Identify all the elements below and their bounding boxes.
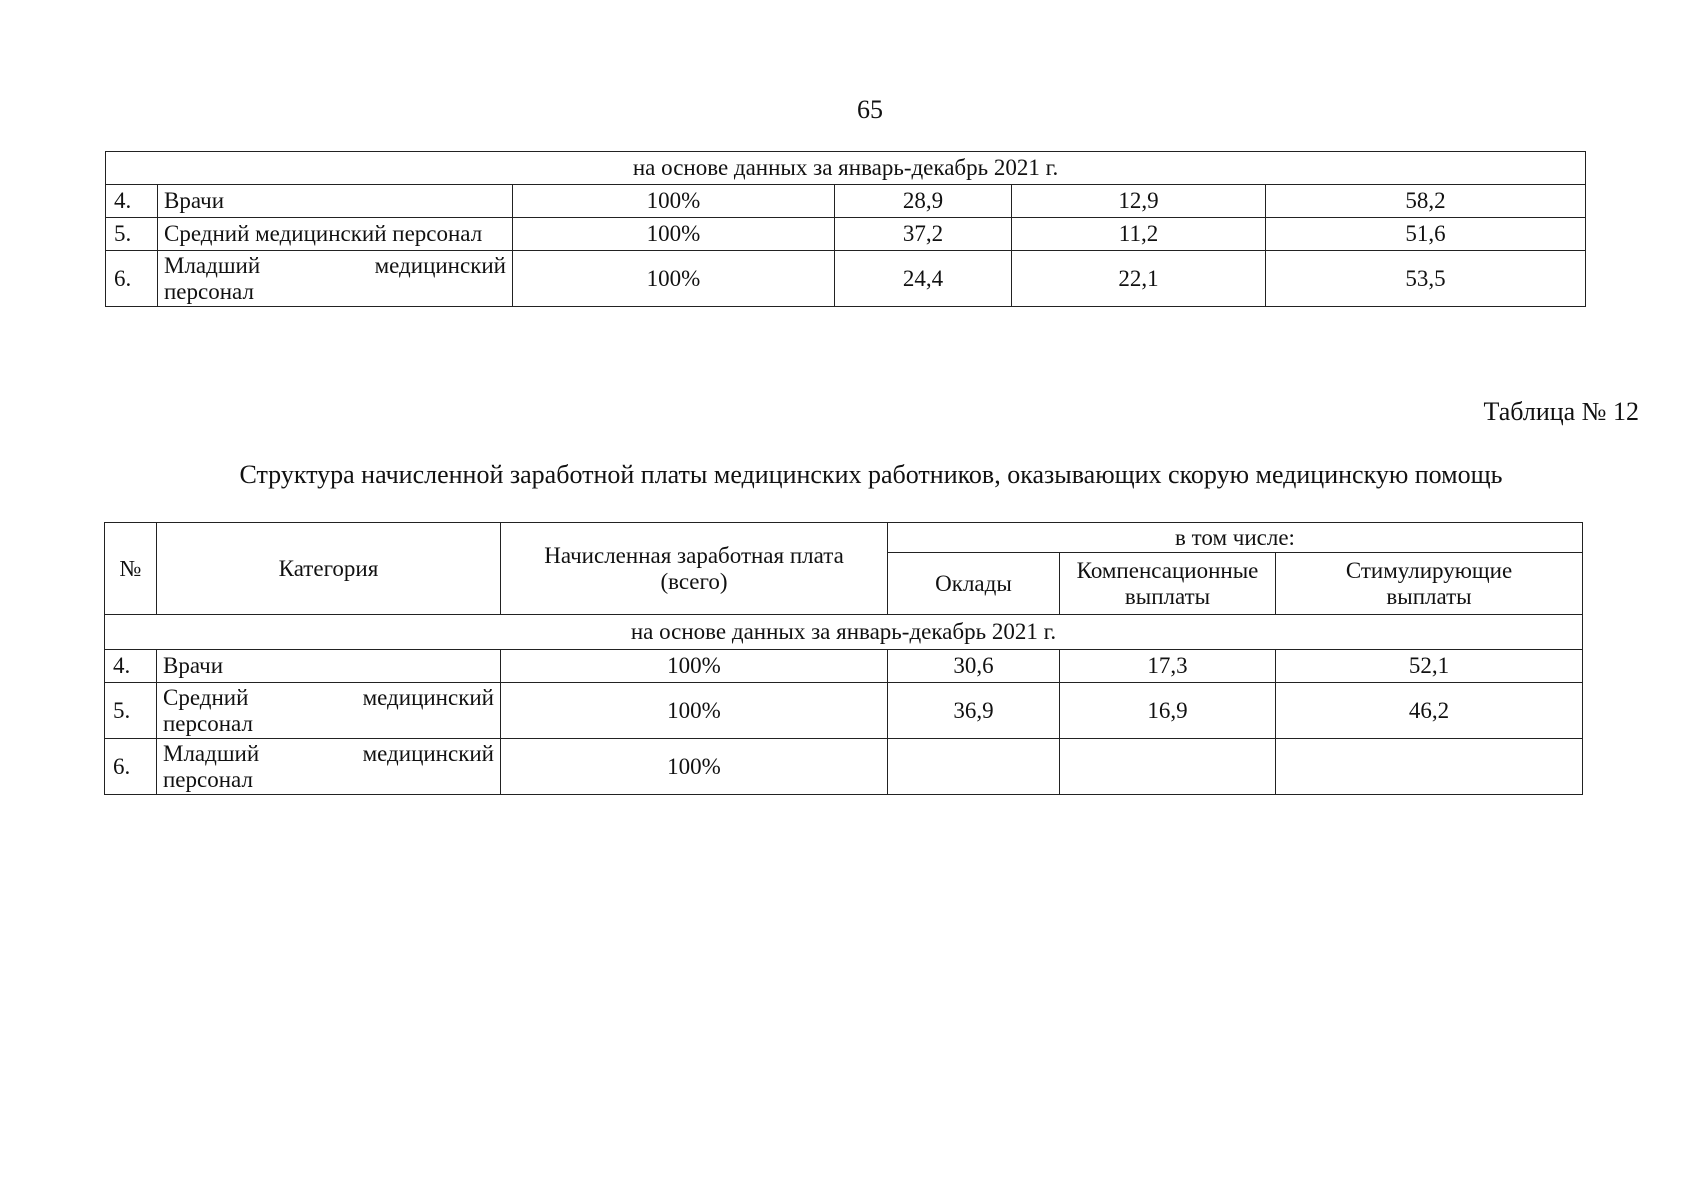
header-total	[501, 523, 888, 615]
header-compensation	[1060, 553, 1276, 615]
row-salaries: 36,9	[888, 683, 1060, 739]
table-title: Структура начисленной заработной платы медицинских работников, оказывающих скорую медицинскую помощь	[239, 460, 1503, 489]
table-row	[106, 185, 1586, 218]
row-salaries: 37,2	[835, 218, 1012, 251]
row-compensation: 12,9	[1012, 185, 1266, 218]
header-incentive-line-1: Стимулирующие	[1345, 557, 1513, 583]
page-number: 65	[857, 95, 883, 124]
header-compensation-line-1: Компенсационные	[1076, 557, 1259, 583]
category-line	[164, 253, 506, 279]
table-row	[106, 218, 1586, 251]
header-incentive	[1276, 553, 1583, 615]
row-incentive: 52,1	[1276, 650, 1583, 683]
row-salaries: 28,9	[835, 185, 1012, 218]
category-word-1: Средний	[163, 684, 249, 710]
category-line-2: персонал	[164, 278, 254, 304]
row-category: Врачи	[157, 650, 501, 683]
category-word-1: Младший	[164, 252, 261, 278]
row-category: Врачи	[158, 185, 513, 218]
row-compensation: 16,9	[1060, 683, 1276, 739]
row-total: 100%	[501, 650, 888, 683]
row-compensation: 17,3	[1060, 650, 1276, 683]
top-table	[105, 151, 1586, 307]
header-including: в том числе:	[888, 523, 1583, 553]
row-incentive	[1276, 739, 1583, 795]
header-row	[105, 523, 1583, 553]
header-compensation-line-2: выплаты	[1124, 583, 1211, 609]
row-total: 100%	[501, 739, 888, 795]
row-total: 100%	[513, 185, 835, 218]
row-compensation: 22,1	[1012, 251, 1266, 307]
header-total-line-1: Начисленная заработная плата	[544, 542, 844, 568]
row-number: 4.	[106, 185, 158, 218]
category-word-2: медицинский	[374, 252, 506, 278]
category-word-2: медицинский	[362, 684, 494, 710]
header-total-line-2: (всего)	[660, 568, 728, 594]
category-line	[163, 685, 494, 711]
table-row	[105, 683, 1583, 739]
row-compensation: 11,2	[1012, 218, 1266, 251]
row-salaries: 24,4	[835, 251, 1012, 307]
category-word-2: медицинский	[362, 740, 494, 766]
header-category: Категория	[157, 523, 501, 615]
table-row	[106, 251, 1586, 307]
row-total: 100%	[513, 218, 835, 251]
row-category	[158, 251, 513, 307]
row-compensation	[1060, 739, 1276, 795]
period-row	[106, 152, 1586, 185]
period-row	[105, 615, 1583, 650]
category-line	[163, 741, 494, 767]
table-12	[104, 522, 1583, 795]
period-label: на основе данных за январь-декабрь 2021 г.	[106, 152, 1586, 185]
category-word-1: Младший	[163, 740, 260, 766]
row-salaries: 30,6	[888, 650, 1060, 683]
category-line-2: персонал	[163, 766, 253, 792]
row-category	[157, 739, 501, 795]
row-number: 5.	[106, 218, 158, 251]
row-number: 5.	[105, 683, 157, 739]
row-category: Средний медицинский персонал	[158, 218, 513, 251]
row-incentive: 51,6	[1266, 218, 1586, 251]
row-number: 4.	[105, 650, 157, 683]
header-salaries: Оклады	[888, 553, 1060, 615]
category-line-2: персонал	[163, 710, 253, 736]
row-number: 6.	[105, 739, 157, 795]
row-category	[157, 683, 501, 739]
table-label: Таблица № 12	[1483, 397, 1639, 426]
table-row	[105, 739, 1583, 795]
row-incentive: 58,2	[1266, 185, 1586, 218]
row-total: 100%	[513, 251, 835, 307]
row-total: 100%	[501, 683, 888, 739]
period-label: на основе данных за январь-декабрь 2021 г.	[105, 615, 1583, 650]
table-row	[105, 650, 1583, 683]
row-incentive: 53,5	[1266, 251, 1586, 307]
row-incentive: 46,2	[1276, 683, 1583, 739]
row-salaries	[888, 739, 1060, 795]
row-number: 6.	[106, 251, 158, 307]
header-incentive-line-2: выплаты	[1386, 583, 1472, 609]
header-num: №	[105, 523, 157, 615]
